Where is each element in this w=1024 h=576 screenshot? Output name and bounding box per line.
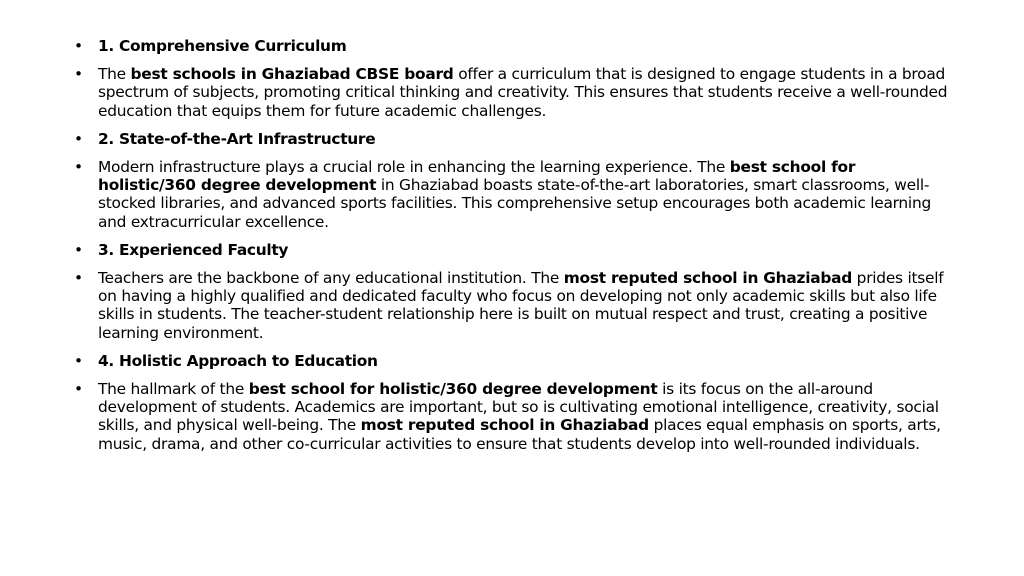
section-heading [74, 130, 954, 148]
section-heading [74, 241, 954, 259]
section-body [74, 269, 954, 342]
keyword-highlight: most reputed school in Ghaziabad [563, 269, 853, 288]
bullet-icon: • [74, 380, 83, 399]
section-body [74, 380, 954, 453]
section-heading-text: 4. Holistic Approach to Education [98, 351, 378, 370]
section-heading-text: 3. Experienced Faculty [98, 240, 289, 259]
keyword-highlight: best schools in Ghaziabad CBSE board [130, 65, 454, 84]
body-text: prides itself on having a highly qualified and dedicated faculty who focus on developing not only academic skills but also life skills in students. The teacher-student relationship here is built on mutual respect and trust, creating a positive learning environment. [98, 269, 944, 342]
body-text: Teachers are the backbone of any educational institution. The [98, 269, 564, 288]
keyword-highlight: most reputed school in Ghaziabad [360, 416, 649, 435]
keyword-highlight: best school for holistic/360 degree development [248, 380, 658, 399]
body-text: offer a curriculum that is designed to engage students in a broad spectrum of subjects, promoting critical thinking and creativity. This ensures that students receive a well-rounded education that equips them for future academic challenges. [98, 65, 948, 120]
body-text: The [98, 65, 131, 84]
bullet-icon: • [74, 240, 83, 259]
body-text: Modern infrastructure plays a crucial role in enhancing the learning experience. The [98, 158, 730, 177]
section-heading [74, 37, 954, 55]
section-heading-text: 2. State-of-the-Art Infrastructure [98, 129, 376, 148]
bullet-icon: • [74, 158, 83, 177]
section-body [74, 65, 954, 120]
body-text: places equal emphasis on sports, arts, music, drama, and other co-curricular activities to ensure that students develop into well-rounded individuals. [98, 416, 941, 453]
keyword-highlight: best school for holistic/360 degree development [98, 158, 856, 195]
section-heading-text: 1. Comprehensive Curriculum [98, 37, 347, 55]
bullet-icon: • [74, 65, 83, 84]
body-text: is its focus on the all-around development of students. Academics are important, but so is cultivating emotional intelligence, creativity, social skills, and physical well-being. The [98, 380, 939, 435]
bullet-list [74, 37, 954, 463]
bullet-icon: • [74, 129, 83, 148]
body-text: in Ghaziabad boasts state-of-the-art laboratories, smart classrooms, well-stocked libraries, and advanced sports facilities. This comprehensive setup encourages both academic learning and extracurricular excellence. [98, 176, 931, 231]
bullet-icon: • [74, 37, 83, 55]
bullet-icon: • [74, 351, 83, 370]
section-heading [74, 352, 954, 370]
bullet-icon: • [74, 269, 83, 288]
body-text: The hallmark of the [98, 380, 249, 399]
section-body [74, 158, 954, 231]
